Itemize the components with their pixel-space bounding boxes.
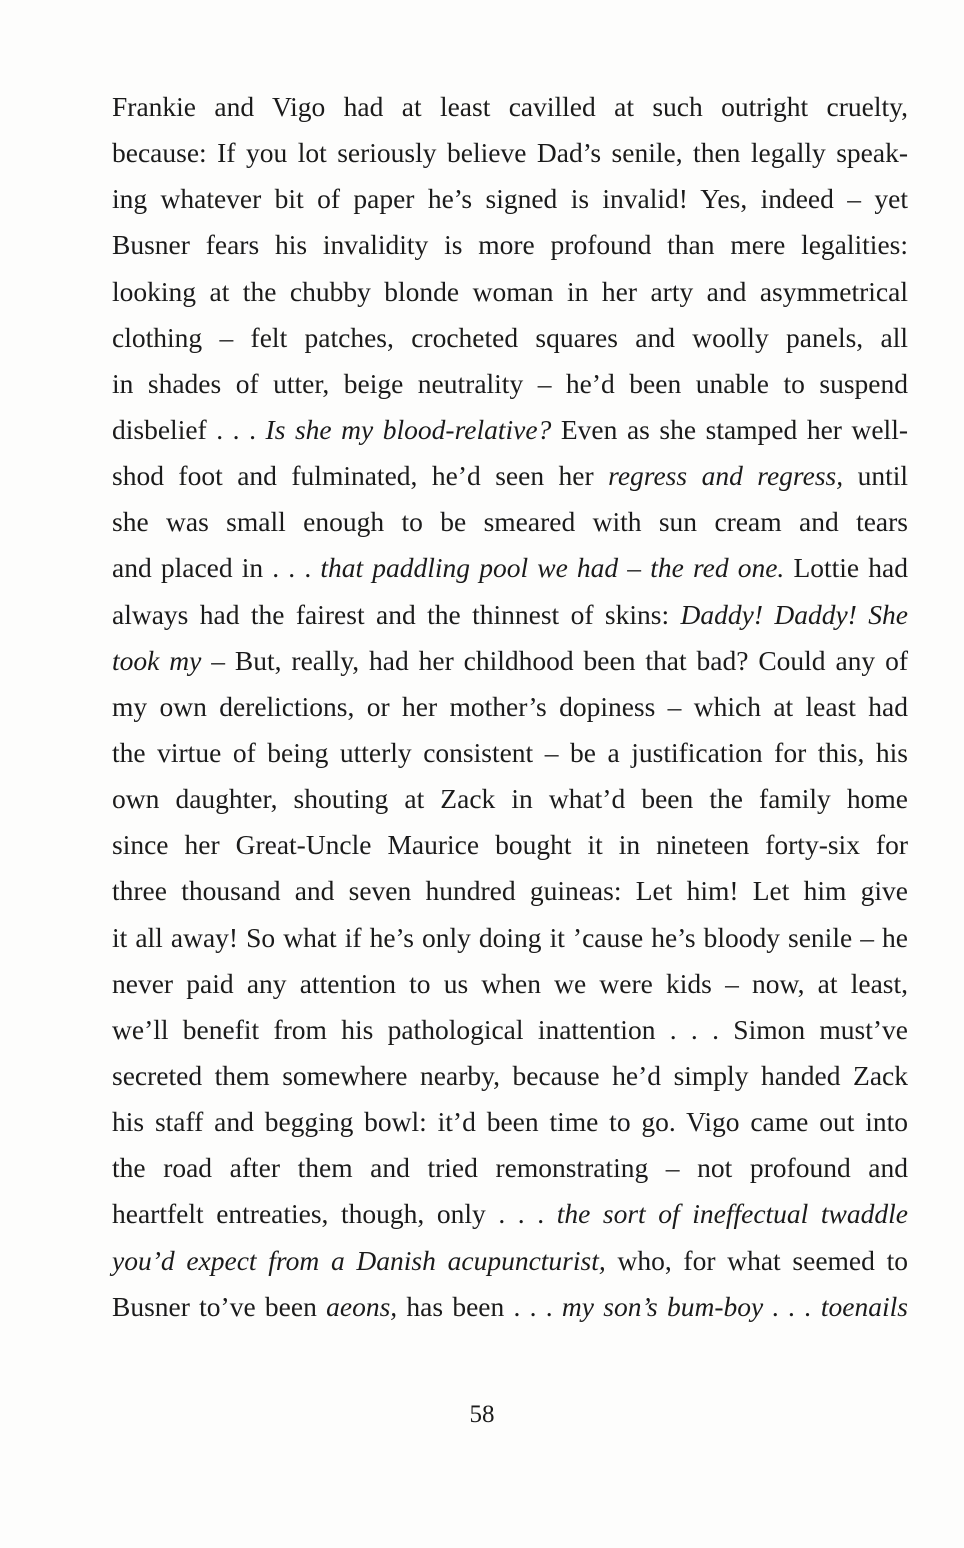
text-run: clothing – felt patches, crocheted squares and woolly panels, all [112,321,908,353]
text-line [112,1238,908,1284]
body-text [112,84,908,1330]
text-line [112,361,908,407]
page-number: 58 [469,1401,495,1428]
text-run: has been . . . [397,1290,562,1322]
text-line [112,592,908,638]
text-run: Lottie had [784,552,908,584]
text-run: shod foot and fulminated, he’d seen her [112,460,609,492]
text-line [112,453,908,499]
text-run: she was small enough to be smeared with sun cream and tears [112,506,908,538]
text-run: own daughter, shouting at Zack in what’d been the family home [112,783,908,815]
text-line [112,730,908,776]
text-line [112,499,908,545]
text-run: it all away! So what if he’s only doing it ’cause he’s bloody senile – he [112,921,908,953]
text-run: we’ll benefit from his pathological inattention . . . Simon must’ve [112,1013,908,1045]
text-line [112,1284,908,1330]
italic-text: my son’s bum-boy . . . toenails [561,1290,908,1322]
text-run: looking at the chubby blonde woman in her arty and asymmetrical [112,275,908,307]
text-run: in shades of utter, beige neutrality – he’d been unable to suspend [112,367,908,399]
text-line [112,961,908,1007]
text-line [112,868,908,914]
text-run: until [843,460,909,492]
italic-text: regress and regress, [608,460,844,492]
text-line [112,1007,908,1053]
italic-text: aeons, [326,1290,398,1322]
text-run: secreted them somewhere nearby, because he’d simply handed Zack [112,1059,908,1091]
text-line [112,684,908,730]
text-line [112,1145,908,1191]
text-run: heartfelt entreaties, though, only . . . [112,1198,557,1230]
text-line [112,1191,908,1237]
text-run: who, for what seemed to [605,1244,908,1276]
italic-text: Is she my blood-relative? [265,413,552,445]
text-line [112,315,908,361]
text-line [112,822,908,868]
text-run: Busner fears his invalidity is more profound than mere legalities: [112,229,908,261]
italic-text: the sort of ineffectual twaddle [556,1198,908,1230]
text-run: Even as she stamped her well- [551,413,908,445]
text-line [112,545,908,591]
text-run: Frankie and Vigo had at least cavilled at such outright cruelty, [112,91,908,122]
text-line [112,130,908,176]
text-line [112,407,908,453]
text-line [112,638,908,684]
text-run: ing whatever bit of paper he’s signed is invalid! Yes, indeed – yet [112,183,908,215]
text-run: since her Great-Uncle Maurice bought it in nineteen forty-six for [112,829,908,861]
text-run: Busner to’ve been [112,1290,327,1322]
text-run: disbelief . . . [112,413,266,445]
text-line [112,1099,908,1145]
text-line [112,176,908,222]
text-run: the virtue of being utterly consistent – be a justification for this, his [112,736,908,768]
text-run: three thousand and seven hundred guineas: Let him! Let him give [112,875,908,907]
text-run: – But, really, had her childhood been that bad? Could any of [201,644,908,676]
text-run: because: If you lot seriously believe Dad’s senile, then legally speak- [112,137,908,169]
text-run: and placed in . . . [112,552,321,584]
text-line [112,269,908,315]
text-run: the road after them and tried remonstrating – not profound and [112,1152,908,1184]
italic-text: took my [112,644,202,676]
text-run: my own derelictions, or her mother’s dopiness – which at least had [112,690,908,722]
text-run: never paid any attention to us when we were kids – now, at least, [112,967,908,999]
text-line [112,1053,908,1099]
text-line [112,776,908,822]
text-line [112,84,908,130]
italic-text: Daddy! Daddy! She [680,598,908,630]
text-line [112,915,908,961]
italic-text: you’d expect from a Danish acupuncturist, [112,1244,606,1276]
text-run: always had the fairest and the thinnest of skins: [112,598,681,630]
italic-text: that paddling pool we had – the red one. [320,552,785,584]
text-run: his staff and begging bowl: it’d been time to go. Vigo came out into [112,1106,908,1138]
text-line [112,222,908,268]
